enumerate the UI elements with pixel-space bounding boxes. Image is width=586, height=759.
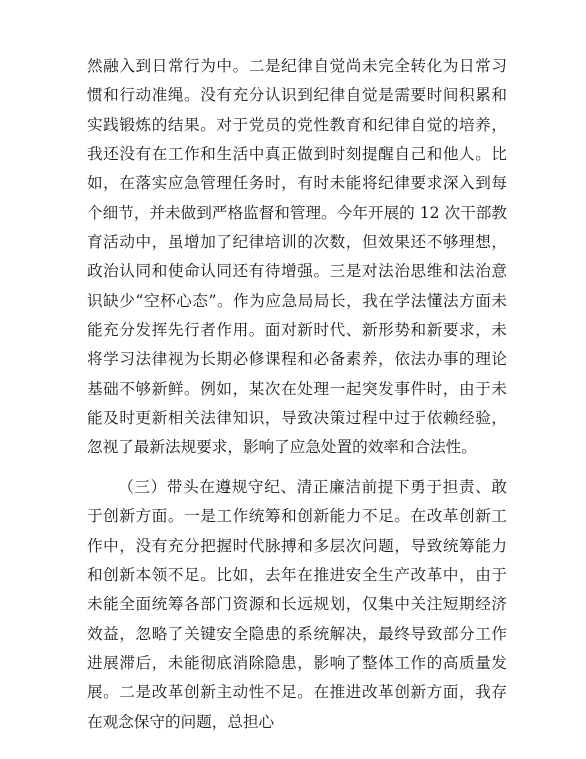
document-body: [87, 52, 507, 737]
paragraph-section-three-innovation: （三）带头在遵规守纪、清正廉洁前提下勇于担责、敢于创新方面。一是工作统筹和创新能力不足。在改革创新工作中，没有充分把握时代脉搏和多层次问题，导致统筹能力和创新本领不足。比如，去年在推进安全生产改革中，由于未能全面统筹各部门资源和长远规划，仅集中关注短期经济效益，忽略了关键安全隐患的系统解决，最终导致部分工作进展滞后，未能彻底消除隐患，影响了整体工作的高质量发展。二是改革创新主动性不足。在推进改革创新方面，我存在观念保守的问题，总担心: [87, 477, 507, 731]
paragraph-discipline-and-rule-of-law: 然融入到日常行为中。二是纪律自觉尚未完全转化为日常习惯和行动准绳。没有充分认识到纪律自觉是需要时间积累和实践锻炼的结果。对于党员的党性教育和纪律自觉的培养，我还没有在工作和生活中真正做到时刻提醒自己和他人。比如，在落实应急管理任务时，有时未能将纪律要求深入到每个细节，并未做到严格监督和管理。今年开展的 12 次干部教育活动中，虽增加了纪律培训的次数，但效果还不够理想，政治认同和使命认同还有待增强。三是对法治思维和法治意识缺少“空杯心态”。作为应急局局长，我在学法懂法方面未能充分发挥先行者作用。面对新时代、新形势和新要求，未将学习法律视为长期必修课程和必备素养，依法办事的理论基础不够新鲜。例如，某次在处理一起突发事件时，由于未能及时更新相关法律知识，导致决策过程中过于依赖经验，忽视了最新法规要求，影响了应急处置的效率和合法性。: [87, 57, 507, 457]
